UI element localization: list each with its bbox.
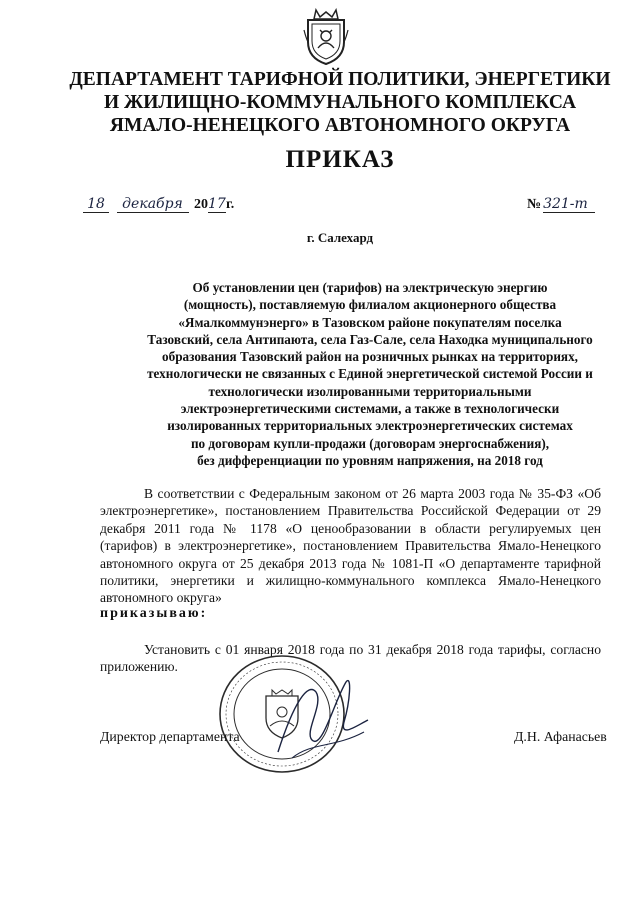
date-day: 18 — [83, 196, 109, 213]
document-date — [83, 196, 234, 213]
date-year-letter: г. — [226, 197, 235, 212]
subject-line: без дифференциации по уровням напряжения, на 2018 год — [197, 452, 543, 468]
handwritten-signature-icon — [264, 662, 384, 772]
number-prefix: № — [527, 197, 542, 212]
subject-heading — [96, 279, 640, 469]
subject-line: изолированных территориальных электроэнергетических системах — [167, 418, 573, 434]
subject-line: Тазовский, села Антипаюта, села Газ-Сале, села Находка муниципального — [147, 331, 593, 347]
subject-line: Об установлении цен (тарифов) на электрическую энергию — [192, 280, 548, 295]
org-title-line-2: И ЖИЛИЩНО-КОММУНАЛЬНОГО КОМПЛЕКСА — [103, 92, 577, 113]
subject-line: образования Тазовский район на розничных рынках на территориях, — [162, 349, 578, 365]
signer-name: Д.Н. Афанасьев — [514, 729, 607, 744]
number-value: 321-т — [543, 196, 595, 213]
subject-line: по договорам купли-продажи (договорам энергоснабжения), — [190, 435, 550, 451]
date-year-prefix: 20 — [194, 197, 208, 212]
preamble-paragraph — [100, 485, 601, 607]
order-word: приказываю: — [100, 606, 208, 621]
subject-line: электроэнергетическими системами, а также в технологически — [180, 401, 560, 417]
organization-title — [40, 68, 640, 137]
subject-line: (мощность), поставляемую филиалом акционерного общества — [183, 297, 557, 313]
date-month: декабря — [117, 196, 189, 213]
date-year-suffix: 17 — [208, 196, 226, 212]
subject-line: технологически не связанных с Единой энергетической системой России и — [147, 366, 593, 382]
subject-line: «Ямалкоммунэнерго» в Тазовском районе покупателям поселка — [178, 314, 562, 330]
signer-position: Директор департамента — [100, 729, 240, 744]
city: г. Салехард — [306, 230, 374, 245]
org-title-line-1: ДЕПАРТАМЕНТ ТАРИФНОЙ ПОЛИТИКИ, ЭНЕРГЕТИКИ — [69, 69, 611, 90]
order-text: Установить с 01 января 2018 года по 31 декабря 2018 года тарифы, согласно приложению. — [100, 642, 601, 675]
preamble-text: В соответствии с Федеральным законом от 26 марта 2003 года № 35-ФЗ «Об электроэнергетике», постановлением Правительства Российской Федерации от 29 декабря 2011 года № 1178 «О ценообразовании в области регулируемых цен (тарифов) в электроэнергетике», постановлением Правительства Ямало-Ненецкого автономного округа от 25 декабря 2013 года № 1081-П «О департаменте тарифной политики, энергетики и жилищно-коммунального комплекса Ямало-Ненецкого автономного округа» — [100, 486, 601, 606]
coat-of-arms-icon — [302, 8, 350, 66]
document-type: ПРИКАЗ — [285, 146, 395, 173]
org-title-line-3: ЯМАЛО-НЕНЕЦКОГО АВТОНОМНОГО ОКРУГА — [109, 115, 571, 136]
document-number — [527, 196, 595, 213]
subject-line: технологически изолированными территориальными — [208, 383, 532, 399]
